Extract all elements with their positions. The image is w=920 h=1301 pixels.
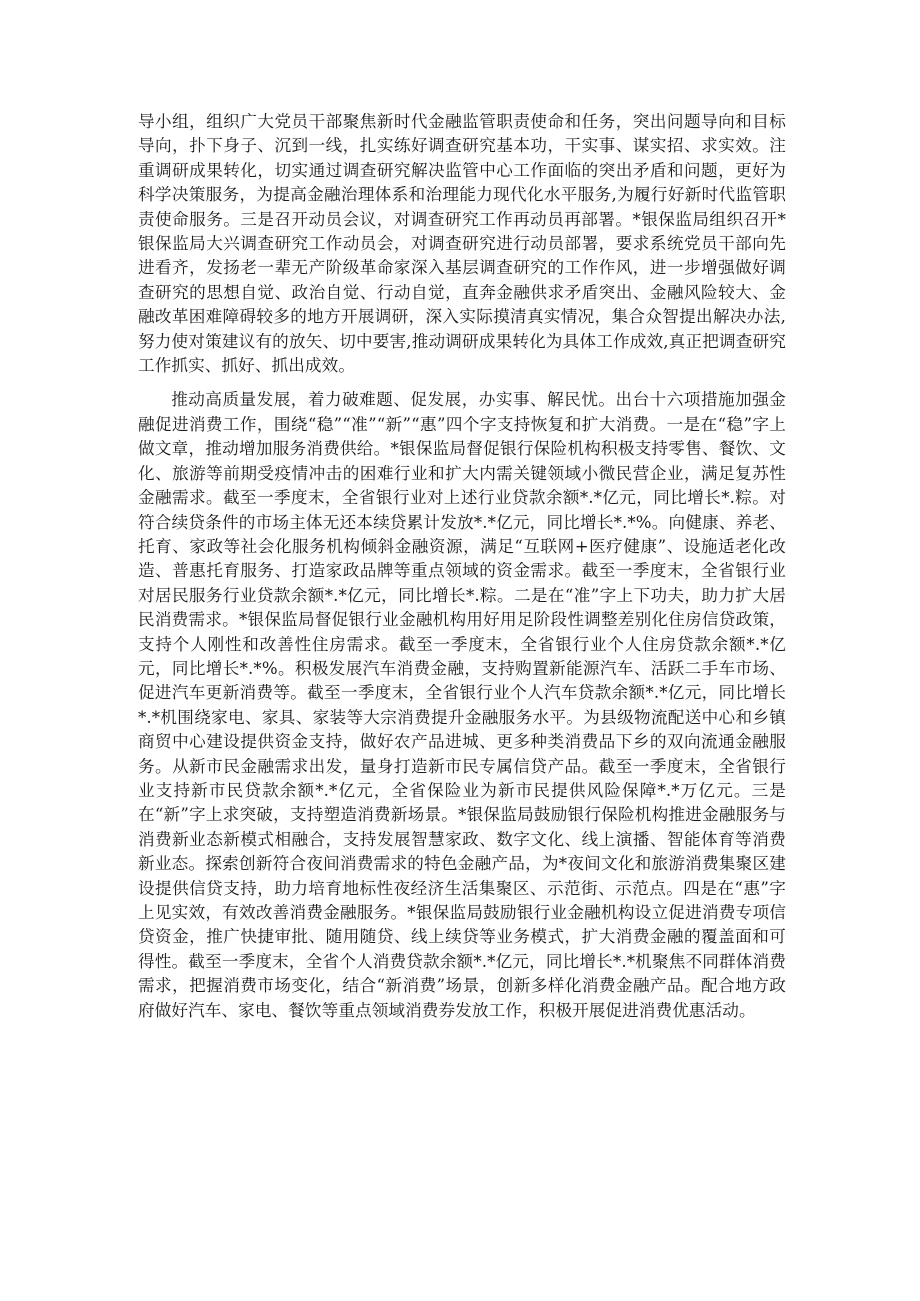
paragraph: 导小组，组织广大党员干部聚焦新时代金融监管职责使命和任务，突出问题导向和目标导向，扑下身子、沉到一线，扎实练好调查研究基本功，干实事、谋实招、求实效。注重调研成果转化，切实通过调查研究解决监管中心工作面临的突出矛盾和问题，更好为科学决策服务，为提高金融治理体系和治理能力现代化水平服务,为履行好新时代监管职责使命服务。三是召开动员会议，对调查研究工作再动员再部署。*银保监局组织召开*银保监局大兴调查研究工作动员会，对调查研究进行动员部署，要求系统党员干部向先进看齐，发扬老一辈无产阶级革命家深入基层调查研究的工作作风，进一步增强做好调查研究的思想自觉、政治自觉、行动自觉，直奔金融供求矛盾突出、金融风险较大、金融改革困难障碍较多的地方开展调研，深入实际摸清真实情况，集合众智提出解决办法,努力使对策建议有的放矢、切中要害,推动调研成果转化为具体工作成效,真正把调查研究工作抓实、抓好、抓出成效。 bbox=[138, 112, 786, 376]
paragraph: 推动高质量发展，着力破难题、促发展，办实事、解民忧。出台十六项措施加强金融促进消费工作，围绕“稳”“准”“新”“惠”四个字支持恢复和扩大消费。一是在“稳”字上做文章，推动增加服务消费供给。*银保监局督促银行保险机构积极支持零售、餐饮、文化、旅游等前期受疫情冲击的困难行业和扩大内需关键领域小微民营企业，满足复苏性金融需求。截至一季度末，全省银行业对上述行业贷款余额*.*亿元，同比增长*.粽。对符合续贷条件的市场主体无还本续贷累计发放*.*亿元，同比增长*.*%。向健康、养老、托育、家政等社会化服务机构倾斜金融资源，满足“互联网+医疗健康”、设施适老化改造、普惠托育服务、打造家政品牌等重点领域的资金需求。截至一季度末，全省银行业对居民服务行业贷款余额*.*亿元，同比增长*.粽。二是在“准”字上下功夫，助力扩大居民消费需求。*银保监局督促银行业金融机构用好用足阶段性调整差别化住房信贷政策，支持个人刚性和改善性住房需求。截至一季度末，全省银行业个人住房贷款余额*.*亿元，同比增长*.*%。积极发展汽车消费金融，支持购置新能源汽车、活跃二手车市场、促进汽车更新消费等。截至一季度末，全省银行业个人汽车贷款余额*.*亿元，同比增长*.*机围绕家电、家具、家装等大宗消费提升金融服务水平。为县级物流配送中心和乡镇商贸中心建设提供资金支持，做好农产品进城、更多种类消费品下乡的双向流通金融服务。从新市民金融需求出发，量身打造新市民专属信贷产品。截至一季度末，全省银行业支持新市民贷款余额*.*亿元，全省保险业为新市民提供风险保障*.*万亿元。三是在“新”字上求突破，支持塑造消费新场景。*银保监局鼓励银行保险机构推进金融服务与消费新业态新模式相融合，支持发展智慧家政、数字文化、线上演播、智能体育等消费新业态。探索创新符合夜间消费需求的特色金融产品，为*夜间文化和旅游消费集聚区建设提供信贷支持，助力培育地标性夜经济生活集聚区、示范街、示范点。四是在“惠”字上见实效，有效改善消费金融服务。*银保监局鼓励银行业金融机构设立促进消费专项信贷资金，推广快捷审批、随用随贷、线上续贷等业务模式，扩大消费金融的覆盖面和可得性。截至一季度末，全省个人消费贷款余额*.*亿元，同比增长*.*机聚焦不同群体消费需求，把握消费市场变化，结合“新消费”场景，创新多样化消费金融产品。配合地方政府做好汽车、家电、餐饮等重点领域消费券发放工作，积极开展促进消费优惠活动。 bbox=[138, 390, 786, 1020]
document-body bbox=[138, 110, 786, 1023]
